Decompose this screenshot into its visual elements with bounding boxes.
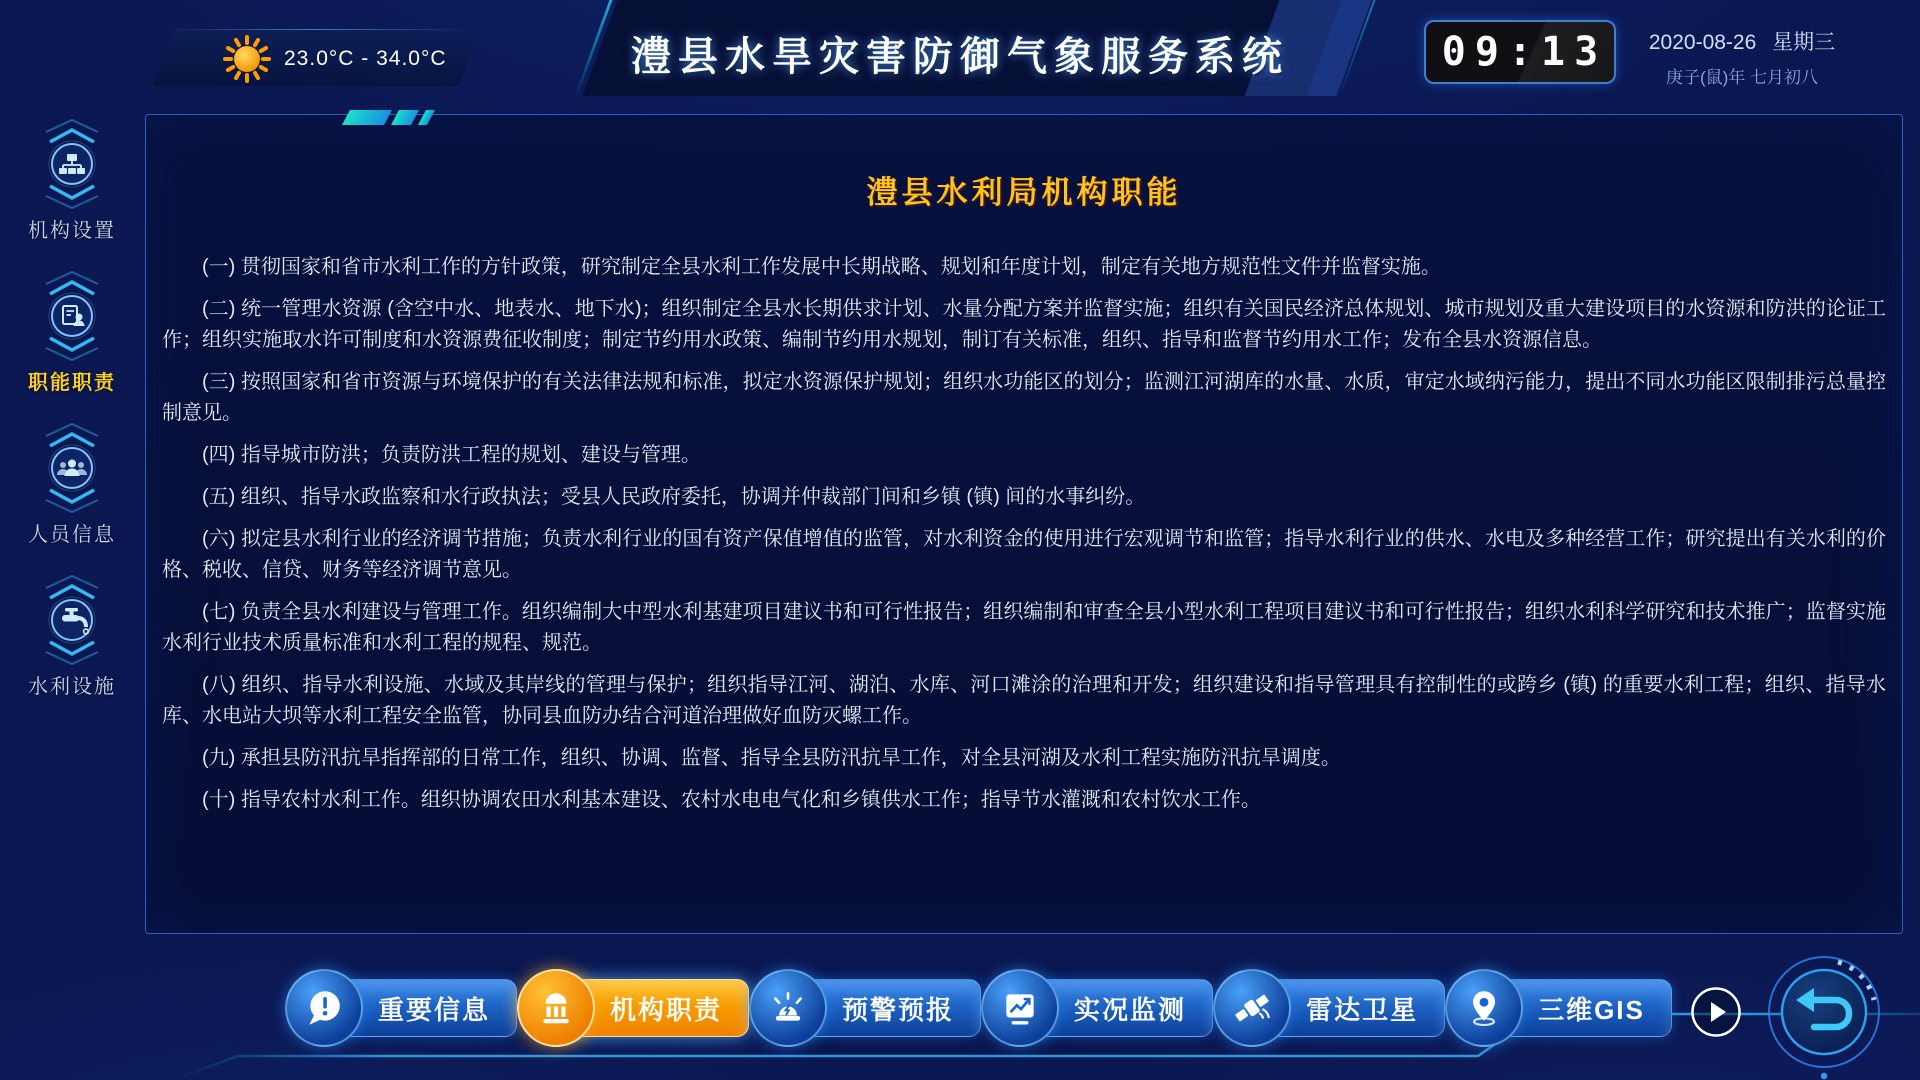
bottom-nav [285, 968, 1657, 1048]
return-button[interactable] [1766, 952, 1882, 1080]
nav-item-duties[interactable] [517, 968, 749, 1048]
date-widget [1630, 26, 1854, 88]
nav-item-radar-satellite[interactable] [1213, 968, 1445, 1048]
paragraph: (九) 承担县防汛抗旱指挥部的日常工作，组织、协调、监督、指导全县防汛抗旱工作，对全县河湖及水利工程实施防汛抗旱调度。 [202, 747, 1341, 769]
content-body [162, 252, 1886, 816]
sidebar-item-org-setup[interactable] [16, 116, 128, 243]
paragraph: (六) 拟定县水利行业的经济调节措施；负责水利行业的国有资产保值增值的监管，对水利资金的使用进行宏观调节和监管；指导水利行业的供水、水电及多种经营工作；研究提出有关水利的价格、税收、信贷、财务等经济调节意见。 [162, 528, 1886, 581]
sidebar-item-personnel[interactable] [16, 420, 128, 547]
nav-label: 雷达卫星 [1306, 994, 1419, 1025]
paragraph: (八) 组织、指导水利设施、水域及其岸线的管理与保护；组织指导江河、湖泊、水库、河口滩涂的治理和开发；组织建设和指导管理具有控制性的或跨乡 (镇) 的重要水利工程；组织、指导水库、水电站大坝等水利工程安全监管，协同县血防办结合河道治理做好血防灭螺工作。 [162, 674, 1886, 727]
nav-item-important-info[interactable] [285, 968, 517, 1048]
paragraph: (二) 统一管理水资源 (含空中水、地表水、地下水)；组织制定全县水长期供求计划、水量分配方案并监督实施；组织有关国民经济总体规划、城市规划及重大建设项目的水资源和防洪的论证工作；组织实施取水许可制度和水资源费征收制度；制定节约用水政策、编制节约用水规划，制订有关标准，组织、指导和监督节约用水工作；发布全县水资源信息。 [162, 298, 1886, 351]
paragraph: (五) 组织、指导水政监察和水行政执法；受县人民政府委托，协调并仲裁部门间和乡镇 (镇) 间的水事纠纷。 [202, 486, 1146, 508]
alarm-icon [767, 987, 809, 1029]
sidebar-label: 水利设施 [28, 676, 116, 698]
paragraph: (七) 负责全县水利建设与管理工作。组织编制大中型水利基建项目建议书和可行性报告；组织编制和审查全县小型水利工程项目建议书和可行性报告；组织水利科学研究和技术推广；监督实施水利行业技术质量标准和水利工程的规程、规范。 [162, 601, 1886, 654]
date-gregorian: 2020-08-26 星期三 [1648, 31, 1836, 54]
page-title: 澧县水旱灾害防御气象服务系统 [631, 35, 1289, 79]
sidebar-item-duties[interactable] [16, 268, 128, 395]
alert-bubble-icon [303, 987, 345, 1029]
sidebar-label: 人员信息 [28, 524, 116, 546]
content-panel [145, 114, 1903, 934]
sidebar [12, 116, 132, 699]
nav-item-live-monitoring[interactable] [981, 968, 1213, 1048]
nav-label: 预警预报 [842, 994, 955, 1025]
nav-label: 实况监测 [1074, 994, 1187, 1025]
nav-label: 三维GIS [1538, 994, 1645, 1025]
content-title: 澧县水利局机构职能 [866, 175, 1182, 210]
header [0, 0, 1920, 96]
clock-widget [1424, 20, 1616, 84]
weather-widget [222, 34, 447, 84]
map-pin-icon [1463, 987, 1505, 1029]
sidebar-item-facilities[interactable] [16, 572, 128, 699]
sun-icon [222, 34, 272, 84]
play-icon [1690, 986, 1742, 1038]
date-lunar: 庚子(鼠)年 七月初八 [1665, 68, 1819, 87]
nav-label: 重要信息 [378, 994, 491, 1025]
temperature-range: 23.0°C - 34.0°C [284, 47, 447, 70]
paragraph: (三) 按照国家和省市资源与环境保护的有关法律法规和标准，拟定水资源保护规划；组织水功能区的划分；监测江河湖库的水量、水质，审定水域纳污能力，提出不同水功能区限制排污总量控制意见。 [162, 371, 1886, 424]
paragraph: (十) 指导农村水利工作。组织协调农田水利基本建设、农村水电电气化和乡镇供水工作；指导节水灌溉和农村饮水工作。 [202, 789, 1261, 811]
nav-item-3d-gis[interactable] [1445, 968, 1672, 1048]
org-chart-icon [32, 116, 112, 212]
return-icon [1766, 952, 1882, 1080]
weather-underline [160, 29, 470, 30]
panel-corner-stripes [346, 110, 431, 125]
institution-icon [535, 987, 577, 1029]
paragraph: (四) 指导城市防洪；负责防洪工程的规划、建设与管理。 [202, 444, 701, 466]
nav-item-warning-forecast[interactable] [749, 968, 981, 1048]
nav-label: 机构职责 [610, 994, 723, 1025]
sidebar-label: 职能职责 [28, 372, 116, 394]
play-button[interactable] [1690, 986, 1742, 1038]
duties-icon [32, 268, 112, 364]
clock-time: 09:13 [1441, 29, 1608, 75]
satellite-icon [1231, 987, 1273, 1029]
faucet-icon [32, 572, 112, 668]
paragraph: (一) 贯彻国家和省市水利工作的方针政策，研究制定全县水利工作发展中长期战略、规划和年度计划，制定有关地方规范性文件并监督实施。 [202, 256, 1441, 278]
sidebar-label: 机构设置 [28, 220, 116, 242]
live-chart-icon [999, 987, 1041, 1029]
people-icon [32, 420, 112, 516]
